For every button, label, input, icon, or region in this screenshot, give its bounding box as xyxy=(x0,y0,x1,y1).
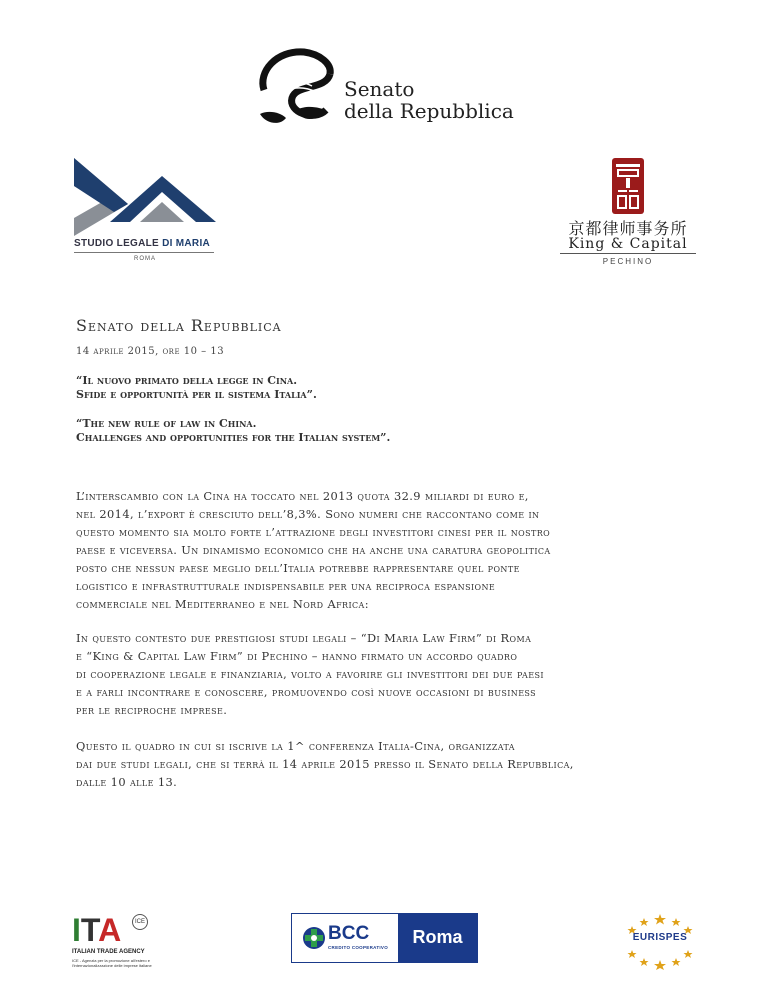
paragraph1-line: logistico e infrastrutturale indispensabile per una reciproca espansione xyxy=(76,579,496,593)
bcc-subtitle: CREDITO COOPERATIVO xyxy=(328,945,389,950)
king-capital-city: PECHINO xyxy=(602,257,654,266)
senato-logo-text xyxy=(344,78,514,122)
bcc-logo-left xyxy=(292,914,398,962)
paragraph3-line: Questo il quadro in cui si iscrive la 1^ conferenza Italia-Cina, organizzata xyxy=(76,739,515,753)
dimaria-name-part2: DI MARIA xyxy=(162,238,211,249)
bcc-name: BCC xyxy=(328,923,370,944)
ita-letter-a: A xyxy=(98,912,122,948)
subtitle-it-line2: Sfide e opportunità per il sistema Italia”. xyxy=(76,388,317,401)
ita-logo xyxy=(72,914,162,974)
king-capital-name-en: King & Capital xyxy=(568,236,688,252)
eurispes-logo xyxy=(620,912,700,970)
dimaria-city: ROMA xyxy=(134,256,156,262)
ita-agency-name: ITALIAN TRADE AGENCY xyxy=(72,949,145,955)
ice-badge-icon: ICE xyxy=(132,914,148,930)
paragraph3-line: dalle 10 alle 13. xyxy=(76,775,178,789)
paragraph1-line: L’interscambio con la Cina ha toccato nel 2013 quota 32.9 miliardi di euro e, xyxy=(76,489,529,503)
paragraph3-line: dai due studi legali, che si terrà il 14 aprile 2015 presso il Senato della Repubblica, xyxy=(76,757,574,771)
seal-stamp-icon xyxy=(598,156,658,216)
paragraph2-line: di cooperazione legale e finanziaria, volto a favorire gli investitori dei due paesi xyxy=(76,667,544,681)
paragraph2-line: per le reciproche imprese. xyxy=(76,703,228,717)
king-capital-logo xyxy=(556,156,700,266)
dimaria-logo-name xyxy=(74,238,210,249)
event-date: 14 aprile 2015, ore 10 – 13 xyxy=(76,346,225,357)
bcc-logo-right xyxy=(398,914,477,962)
paragraph1-line: posto che nessun paese meglio dell’Italia potrebbe rappresentare quel ponte xyxy=(76,561,520,575)
bcc-emblem-icon xyxy=(302,926,326,950)
dimaria-name-part1: STUDIO LEGALE xyxy=(74,238,163,249)
dimaria-divider xyxy=(74,252,214,253)
senato-logo-line1: Senato xyxy=(344,77,415,101)
bcc-roma-logo xyxy=(291,913,478,963)
paragraph2-line: e a farli incontrare e conoscere, promuovendo così nuove occasioni di business xyxy=(76,685,537,699)
ita-letter-i: I xyxy=(72,912,81,948)
paragraph1-line: nel 2014, l’export è cresciuto dell’8,3%. Sono numeri che raccontano come in xyxy=(76,507,540,521)
document-title: Senato della Repubblica xyxy=(76,316,282,335)
bcc-city: Roma xyxy=(412,927,463,947)
dimaria-emblem-icon xyxy=(70,156,220,236)
subtitle-en-line1: “The new rule of law in China. xyxy=(76,417,257,430)
senato-emblem-icon xyxy=(256,44,338,128)
paragraph1-line: commerciale nel Mediterraneo e nel Nord Africa: xyxy=(76,597,369,611)
ita-agency-description: ICE - Agenzia per la promozione all'estero e l'internazionalizzazione delle imprese italiane xyxy=(72,958,152,968)
paragraph2-line: e “King & Capital Law Firm” di Pechino – hanno firmato un accordo quadro xyxy=(76,649,518,663)
ita-logo-letters xyxy=(72,914,121,946)
paragraph2-line: In questo contesto due prestigiosi studi legali – “Di Maria Law Firm” di Roma xyxy=(76,631,532,645)
paragraph1-line: paese e viceversa. Un dinamismo economico che ha anche una caratura geopolitica xyxy=(76,543,551,557)
king-capital-divider xyxy=(560,253,696,254)
senato-logo-line2: della Repubblica xyxy=(344,99,514,123)
subtitle-it-line1: “Il nuovo primato della legge in Cina. xyxy=(76,374,298,387)
paragraph1-line: questo momento sia molto forte l’attrazione degli investitori cinesi per il nostro xyxy=(76,525,551,539)
dimaria-logo xyxy=(70,156,230,266)
king-capital-name-cn: 京都律师事务所 xyxy=(568,219,688,238)
eurispes-name: EURISPES xyxy=(632,932,688,943)
senato-logo xyxy=(256,44,516,128)
ita-letter-t: T xyxy=(80,912,99,948)
subtitle-en-line2: Challenges and opportunities for the Italian system”. xyxy=(76,431,391,444)
